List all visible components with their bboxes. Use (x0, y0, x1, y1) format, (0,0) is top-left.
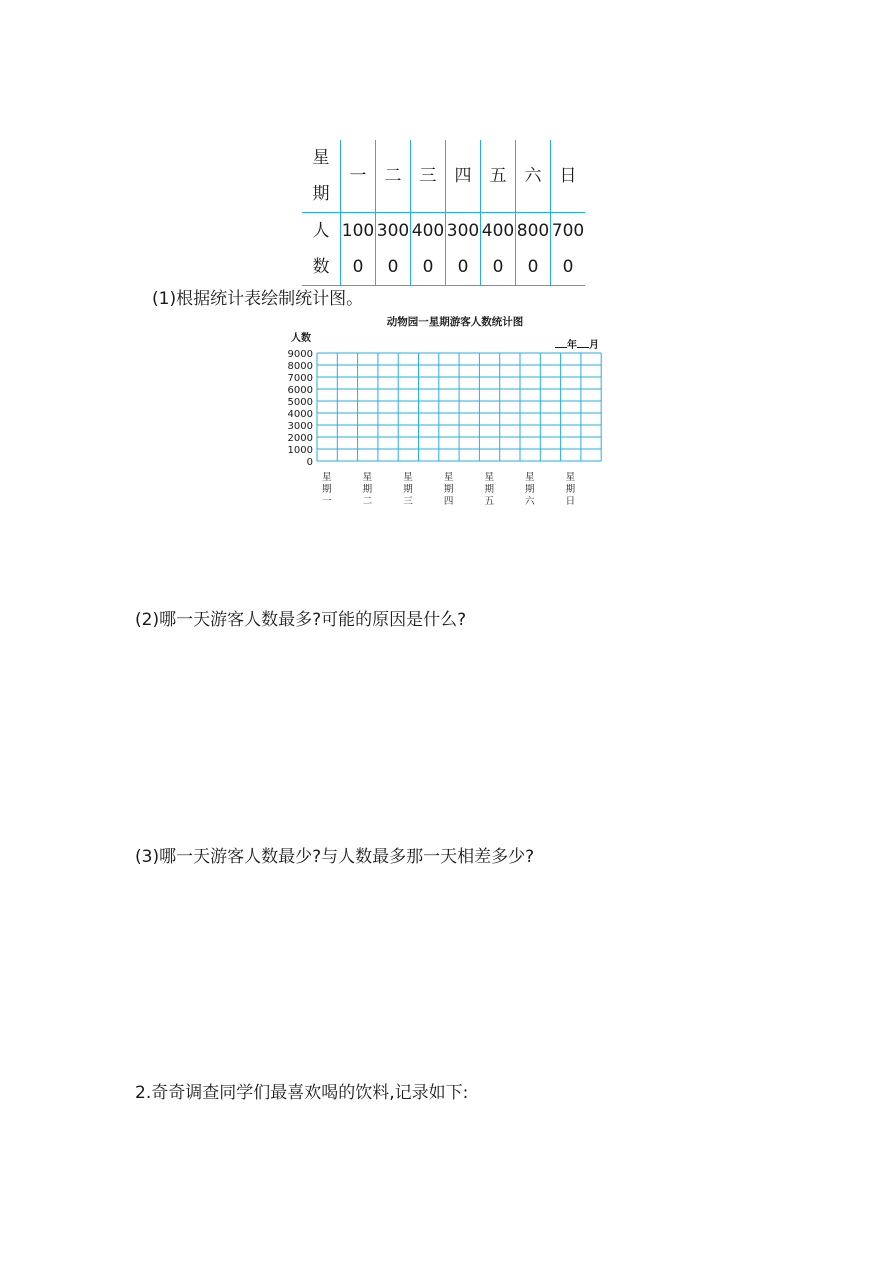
x-tick-label: 期 (565, 484, 576, 495)
y-tick-label: 8000 (287, 361, 313, 372)
x-tick-label: 期 (484, 484, 494, 495)
x-tick-label: 一 (322, 496, 332, 507)
x-tick-label: 四 (443, 496, 454, 507)
x-tick-label: 三 (403, 496, 413, 507)
day-cell: 五 (481, 140, 516, 213)
x-tick-label: 星 (322, 472, 332, 483)
table-row-counts (302, 213, 585, 286)
y-tick-label: 0 (306, 457, 313, 468)
x-tick-label: 星 (443, 472, 454, 483)
chart-date-blank: 年 月 (555, 336, 599, 351)
x-tick-label: 日 (565, 496, 576, 507)
visitor-stat-table (302, 140, 585, 286)
x-tick-label: 期 (443, 484, 454, 495)
x-tick-label: 星 (484, 472, 494, 483)
table-row-days (302, 140, 585, 213)
empty-bar-chart-grid (280, 345, 610, 515)
x-tick-label: 期 (362, 484, 373, 495)
y-tick-label: 9000 (287, 349, 313, 360)
x-tick-label: 五 (484, 496, 494, 507)
day-cell: 二 (376, 140, 411, 213)
y-tick-label: 6000 (287, 385, 313, 396)
x-tick-label: 星 (362, 472, 373, 483)
day-cell: 六 (516, 140, 551, 213)
chart-title: 动物园一星期游客人数统计图 (386, 316, 524, 328)
day-cell: 三 (411, 140, 446, 213)
y-tick-label: 3000 (287, 421, 313, 432)
day-cell: 四 (446, 140, 481, 213)
y-tick-label: 1000 (287, 445, 313, 456)
count-cell: 100 0 (341, 213, 376, 286)
y-tick-label: 2000 (287, 433, 313, 444)
x-tick-label: 星 (565, 472, 576, 483)
chart-grid (317, 353, 601, 461)
count-cell: 800 0 (516, 213, 551, 286)
x-tick-label: 期 (322, 484, 332, 495)
y-tick-label: 4000 (287, 409, 313, 420)
row-label-count (302, 213, 341, 286)
row-label-weekday (302, 140, 341, 213)
x-tick-label: 二 (362, 496, 373, 507)
question-1: (1)根据统计表绘制统计图。 (152, 289, 364, 309)
x-tick-label: 期 (403, 484, 413, 495)
x-tick-label: 星 (525, 472, 535, 483)
count-cell: 400 0 (411, 213, 446, 286)
day-cell: 一 (341, 140, 376, 213)
count-cell: 300 0 (376, 213, 411, 286)
x-tick-labels (322, 472, 576, 507)
question-3: (3)哪一天游客人数最少?与人数最多那一天相差多少? (135, 847, 535, 867)
row-label-char: 数 (312, 257, 330, 277)
x-tick-label: 星 (403, 472, 413, 483)
y-tick-label: 7000 (287, 373, 313, 384)
count-cell: 700 0 (551, 213, 586, 286)
x-tick-label: 六 (525, 496, 535, 507)
y-tick-label: 5000 (287, 397, 313, 408)
count-cell: 300 0 (446, 213, 481, 286)
y-tick-labels (288, 349, 313, 468)
day-cell: 日 (551, 140, 586, 213)
count-cell: 400 0 (481, 213, 516, 286)
x-tick-label: 期 (525, 484, 535, 495)
chart-y-axis-label: 人数 (291, 333, 311, 344)
row-label-char: 人 (312, 221, 330, 241)
question-2: (2)哪一天游客人数最多?可能的原因是什么? (135, 610, 467, 630)
row-label-char: 期 (312, 184, 330, 204)
question-4: 2.奇奇调查同学们最喜欢喝的饮料,记录如下: (135, 1083, 469, 1103)
row-label-char: 星 (312, 148, 330, 168)
